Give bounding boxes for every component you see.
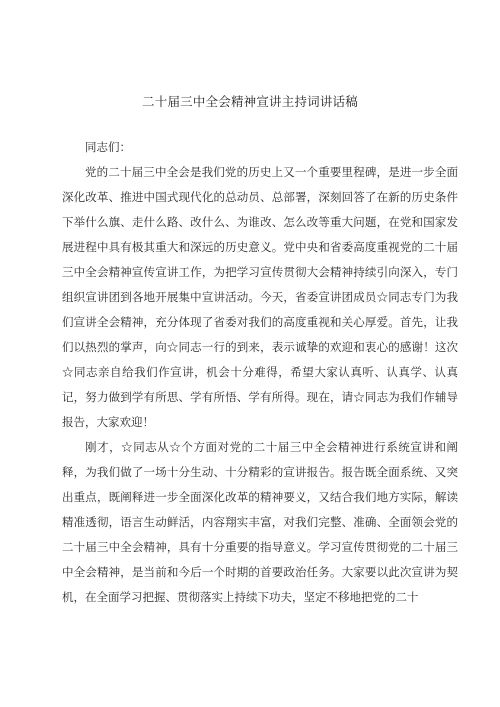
- greeting-line: 同志们：: [85, 140, 131, 154]
- document-body: [62, 135, 458, 610]
- paragraph-1: 党的二十届三中全会是我们党的历史上又一个重要里程碑，是进一步全面深化改革、推进中国式现代化的总动员、总部署，深刻回答了在新的历史条件下举什么旗、走什么路、改什么、为谁改、怎么改等重大问题，在党和国家发展进程中具有极其重大和深远的历史意义。党中央和省委高度重视党的二十届三中全会精神宣传宣讲工作，为把学习宣传贯彻大会精神持续引向深入，专门组织宣讲团到各地开展集中宣讲活动。今天，省委宣讲团成员☆同志专门为我们宣讲全会精神，充分体现了省委对我们的高度重视和关心厚爱。首先，让我们以热烈的掌声，向☆同志一行的到来，表示诚挚的欢迎和衷心的感谢！这次☆同志亲自给我们作宣讲，机会十分难得，希望大家认真听、认真学、认真记，努力做到学有所思、学有所悟、学有所得。现在，请☆同志为我们作辅导报告，大家欢迎！: [62, 165, 458, 429]
- document-title: 二十届三中全会精神宣讲主持词讲话稿: [142, 94, 358, 109]
- paragraph-2: 刚才，☆同志从☆个方面对党的二十届三中全会精神进行系统宣讲和阐释，为我们做了一场十分生动、十分精彩的宣讲报告。报告既全面系统、又突出重点，既阐释进一步全面深化改革的精神要义，又结合我们地方实际，解读精准透彻，语言生动鲜活，内容翔实丰富，对我们完整、准确、全面领会党的二十届三中全会精神，具有十分重要的指导意义。学习宣传贯彻党的二十届三中全会精神，是当前和今后一个时期的首要政治任务。大家要以此次宣讲为契机，在全面学习把握、贯彻落实上持续下功夫，坚定不移地把党的二十: [62, 440, 458, 604]
